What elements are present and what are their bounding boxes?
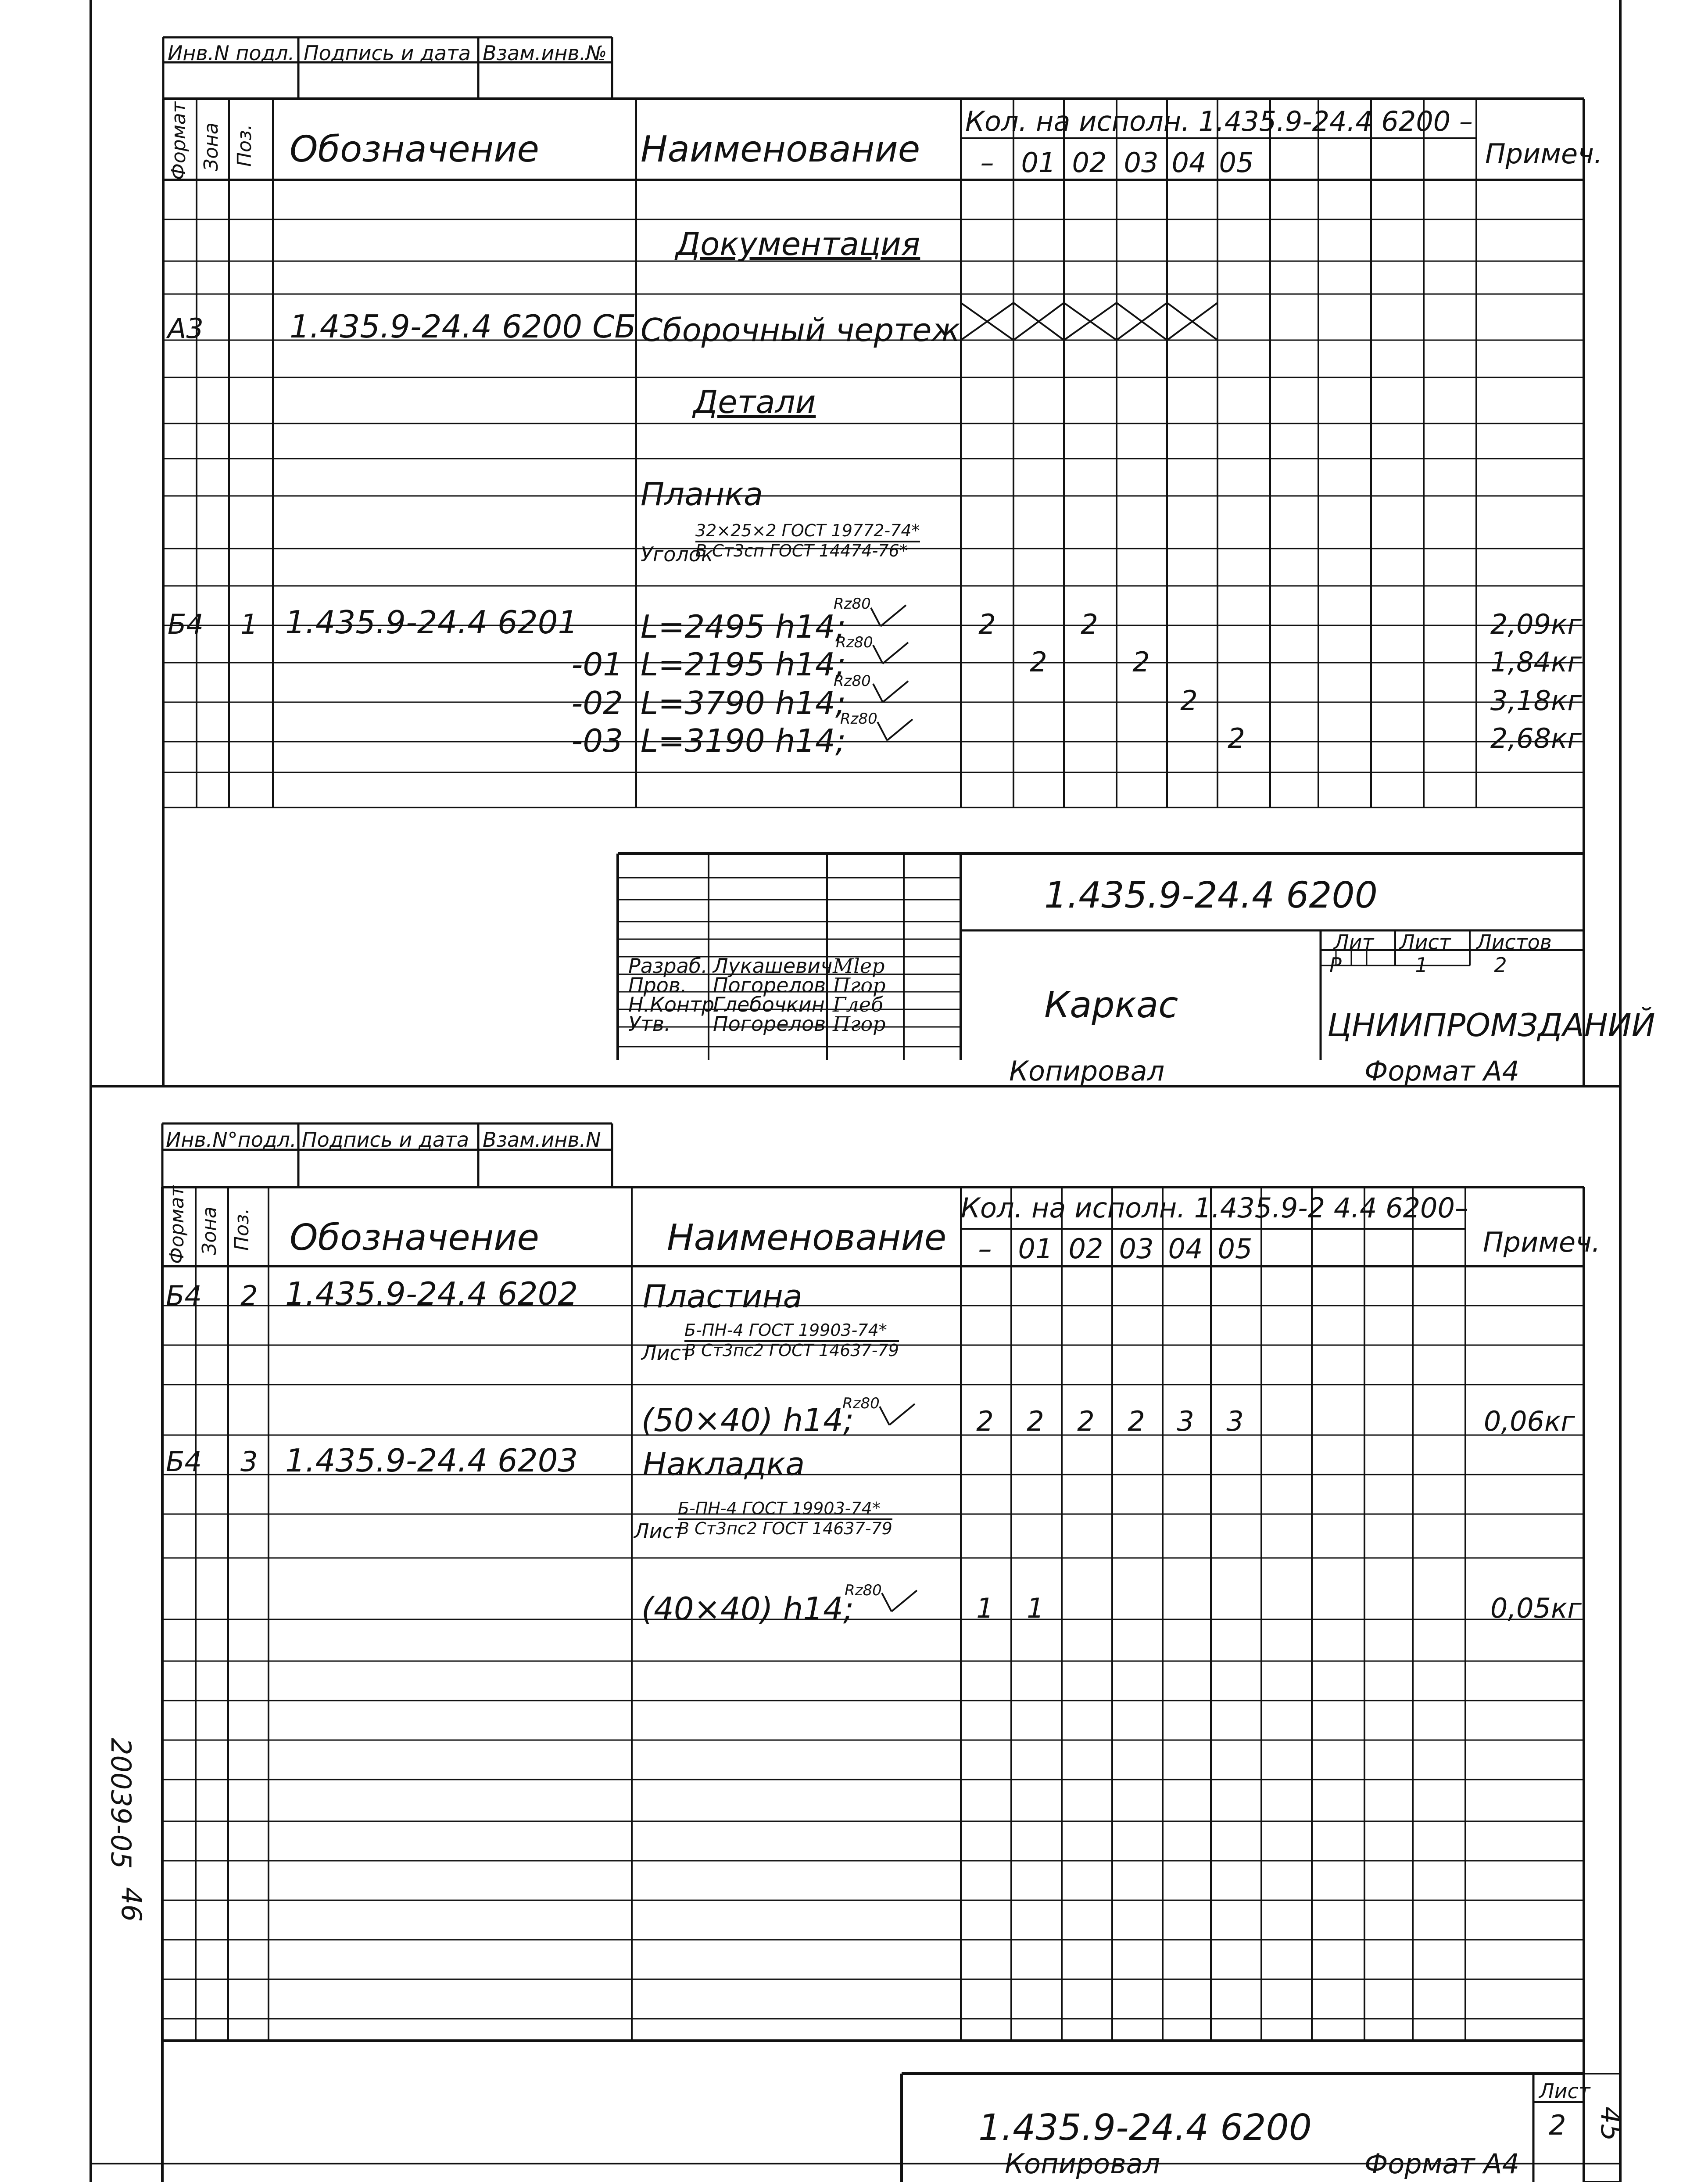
s2-row2-designation: 1.435.9-24.4 6203 <box>285 1442 578 1479</box>
s2-row1-qty-4: 3 <box>1177 1405 1194 1437</box>
title-lit-label: Лит <box>1334 930 1374 954</box>
roughness-label: Rz80 <box>834 595 871 613</box>
s2-row1-qty-1: 2 <box>1027 1405 1044 1437</box>
copied-label: Копировал <box>1009 1055 1165 1087</box>
roughness-label: Rz80 <box>842 1395 880 1412</box>
sheet-a-profile: Б-ПН-4 ГОСТ 19903-74* <box>684 1322 899 1342</box>
roughness-mark <box>889 1404 915 1425</box>
title-doc-number: 1.435.9-24.4 6200 <box>1044 875 1378 916</box>
variant-col-1: 01 <box>1018 1233 1053 1265</box>
roughness-mark <box>871 608 881 626</box>
row1-qty-2: 2 <box>1081 608 1098 640</box>
roughness-mark <box>873 645 883 664</box>
title-lit-value: Р <box>1329 953 1342 977</box>
header-name: Наименование <box>641 129 920 170</box>
variant-col-4: 04 <box>1168 1233 1203 1265</box>
roughness-label: Rz80 <box>834 672 871 690</box>
role-norm-control: Н.Контр. <box>628 993 721 1016</box>
variant-col-5: 05 <box>1217 1233 1253 1265</box>
page-number-left: 46 <box>115 1887 147 1922</box>
s2-row1-pos: 2 <box>240 1280 258 1312</box>
sheet-b-steel: В Ст3пс2 ГОСТ 14637-79 <box>678 1518 892 1538</box>
header-pos: Поз. <box>233 124 256 167</box>
header-pos: Поз. <box>231 1208 253 1251</box>
s2-row2-format: Б4 <box>166 1446 202 1478</box>
archive-number: 20039-05 <box>105 1738 137 1869</box>
title-sheet-value: 1 <box>1415 953 1428 977</box>
title-name: Каркас <box>1044 984 1178 1026</box>
roughness-mark <box>887 719 913 740</box>
name-checker: Погорелов <box>713 973 826 997</box>
roughness-mark <box>881 605 906 626</box>
variant-col-4: 04 <box>1171 147 1207 179</box>
title-org: ЦНИИПРОМЗДАНИЙ <box>1327 1007 1655 1044</box>
signature-approver: Пгор <box>833 1012 886 1036</box>
name-norm-control: Глебочкин <box>713 993 825 1016</box>
header-format: Формат <box>166 1185 188 1264</box>
title2-sheet-label: Лист <box>1539 2079 1590 2103</box>
variant-col-2: 02 <box>1072 147 1107 179</box>
s2-row2-size: (40×40) h14; <box>641 1590 854 1627</box>
roughness-mark <box>880 1407 889 1425</box>
s2-row1-size: (50×40) h14; <box>641 1402 854 1439</box>
row1-format: Б4 <box>168 608 204 640</box>
name-developer: Лукашевич <box>713 954 833 978</box>
part-name: Планка <box>641 476 763 513</box>
s2-row2-name: Накладка <box>643 1446 805 1482</box>
row4-note: 2,68кг <box>1490 722 1582 754</box>
row4-designation: -03 <box>571 722 623 759</box>
stamp-sign-date: Подпись и дата <box>302 1128 469 1152</box>
header-format: Формат <box>168 101 190 180</box>
header-note: Примеч. <box>1485 138 1603 170</box>
row1-note: 2,09кг <box>1490 608 1582 640</box>
variant-col-0: – <box>978 1233 992 1265</box>
row2-name: L=2195 h14; <box>641 646 846 683</box>
s2-row1-name: Пластина <box>643 1278 802 1315</box>
header-designation: Обозначение <box>290 1217 539 1259</box>
s2-row1-format: Б4 <box>166 1280 202 1312</box>
variant-col-3: 03 <box>1119 1233 1154 1265</box>
stamp-inv-no: Инв.N подл. <box>168 41 295 65</box>
s2-row1-designation: 1.435.9-24.4 6202 <box>285 1275 578 1312</box>
format-label: Формат А4 <box>1364 1055 1520 1087</box>
s2-row2-note: 0,05кг <box>1490 1592 1582 1624</box>
row1-qty-0: 2 <box>978 608 996 640</box>
row2-qty-1: 2 <box>1030 646 1047 678</box>
title2-sheet-value: 2 <box>1549 2109 1566 2141</box>
stamp-sign-date: Подпись и дата <box>304 41 471 65</box>
assembly-name: Сборочный чертеж <box>641 312 960 348</box>
stamp-inv-no: Инв.N°подл. <box>166 1128 297 1152</box>
row1-designation: 1.435.9-24.4 6201 <box>285 604 578 641</box>
s2-row2-qty-0: 1 <box>976 1592 994 1624</box>
header-designation: Обозначение <box>290 129 539 170</box>
title-sheet-label: Лист <box>1400 930 1451 954</box>
title2-doc-number: 1.435.9-24.4 6200 <box>978 2107 1312 2149</box>
roughness-label: Rz80 <box>840 710 877 728</box>
row3-designation: -02 <box>571 685 623 721</box>
row3-note: 3,18кг <box>1490 685 1582 717</box>
row2-qty-3: 2 <box>1132 646 1150 678</box>
stamp-repl-inv: Взам.инв.№ <box>483 41 607 65</box>
roughness-mark <box>877 722 887 740</box>
title-sheets-label: Листов <box>1476 930 1552 954</box>
roughness-label: Rz80 <box>845 1582 882 1599</box>
roughness-mark <box>892 1590 917 1611</box>
header-zone: Зона <box>198 1206 221 1255</box>
angle-material <box>695 522 920 560</box>
variant-col-3: 03 <box>1124 147 1159 179</box>
roughness-label: Rz80 <box>836 634 873 651</box>
sheet-b-profile: Б-ПН-4 ГОСТ 19903-74* <box>678 1500 892 1520</box>
sheet-a-steel: В Ст3пс2 ГОСТ 14637-79 <box>684 1340 899 1360</box>
s2-row1-qty-2: 2 <box>1077 1405 1095 1437</box>
s2-row1-qty-0: 2 <box>976 1405 994 1437</box>
variant-col-0: – <box>980 147 994 179</box>
header-qty-title: Кол. на исполн. 1.435.9-2 4.4 6200– <box>961 1192 1468 1224</box>
roughness-mark <box>882 1593 892 1611</box>
assembly-format: А3 <box>168 312 204 345</box>
assembly-designation: 1.435.9-24.4 6200 СБ <box>290 308 636 345</box>
page-number-right: 45 <box>1595 2107 1627 2141</box>
row1-name: L=2495 h14; <box>641 608 846 645</box>
sheet-b-material <box>678 1500 892 1538</box>
header-qty-title: Кол. на исполн. 1.435.9-24.4 6200 – <box>965 105 1473 137</box>
row1-pos: 1 <box>240 608 258 640</box>
row2-designation: -01 <box>571 646 623 683</box>
s2-row1-qty-5: 3 <box>1226 1405 1244 1437</box>
variant-col-5: 05 <box>1219 147 1254 179</box>
header-note: Примеч. <box>1483 1226 1601 1258</box>
s2-row2-qty-1: 1 <box>1027 1592 1044 1624</box>
signature-checker: Пгор <box>833 973 886 997</box>
roughness-mark <box>883 642 908 664</box>
s2-row1-qty-3: 2 <box>1128 1405 1145 1437</box>
sheet-a-material <box>684 1322 899 1360</box>
name-approver: Погорелов <box>713 1012 826 1036</box>
sheet-a-prefix: Лист <box>641 1341 693 1365</box>
row2-note: 1,84кг <box>1490 646 1582 678</box>
role-checker: Пров. <box>628 973 687 997</box>
stamp-repl-inv: Взам.инв.N <box>483 1128 601 1152</box>
variant-col-1: 01 <box>1021 147 1056 179</box>
row3-name: L=3790 h14; <box>641 685 846 721</box>
header-name: Наименование <box>667 1217 947 1259</box>
header-zone: Зона <box>200 122 222 171</box>
role-approver: Утв. <box>628 1012 671 1036</box>
section-parts: Детали <box>693 384 816 420</box>
row4-qty-5: 2 <box>1228 722 1245 754</box>
row4-name: L=3190 h14; <box>641 722 846 759</box>
copied-label: Копировал <box>1005 2148 1160 2180</box>
role-developer: Разраб. <box>628 954 708 978</box>
angle-prefix: Уголок <box>641 542 713 566</box>
variant-col-2: 02 <box>1068 1233 1103 1265</box>
row3-qty-4: 2 <box>1180 685 1198 717</box>
format-label: Формат А4 <box>1364 2148 1520 2180</box>
signature-developer: Mlep <box>833 954 885 978</box>
s2-row2-pos: 3 <box>240 1446 258 1478</box>
roughness-mark <box>873 684 883 702</box>
sheet-b-prefix: Лист <box>634 1519 685 1543</box>
angle-profile: 32×25×2 ГОСТ 19772-74* <box>695 522 920 542</box>
roughness-mark <box>883 681 908 702</box>
signature-norm-control: Глеб <box>833 993 884 1016</box>
section-documentation: Документация <box>676 226 920 262</box>
title-sheets-value: 2 <box>1494 953 1507 977</box>
angle-steel: В Ст3сп ГОСТ 14474-76* <box>695 541 908 560</box>
s2-row1-note: 0,06кг <box>1483 1405 1575 1437</box>
